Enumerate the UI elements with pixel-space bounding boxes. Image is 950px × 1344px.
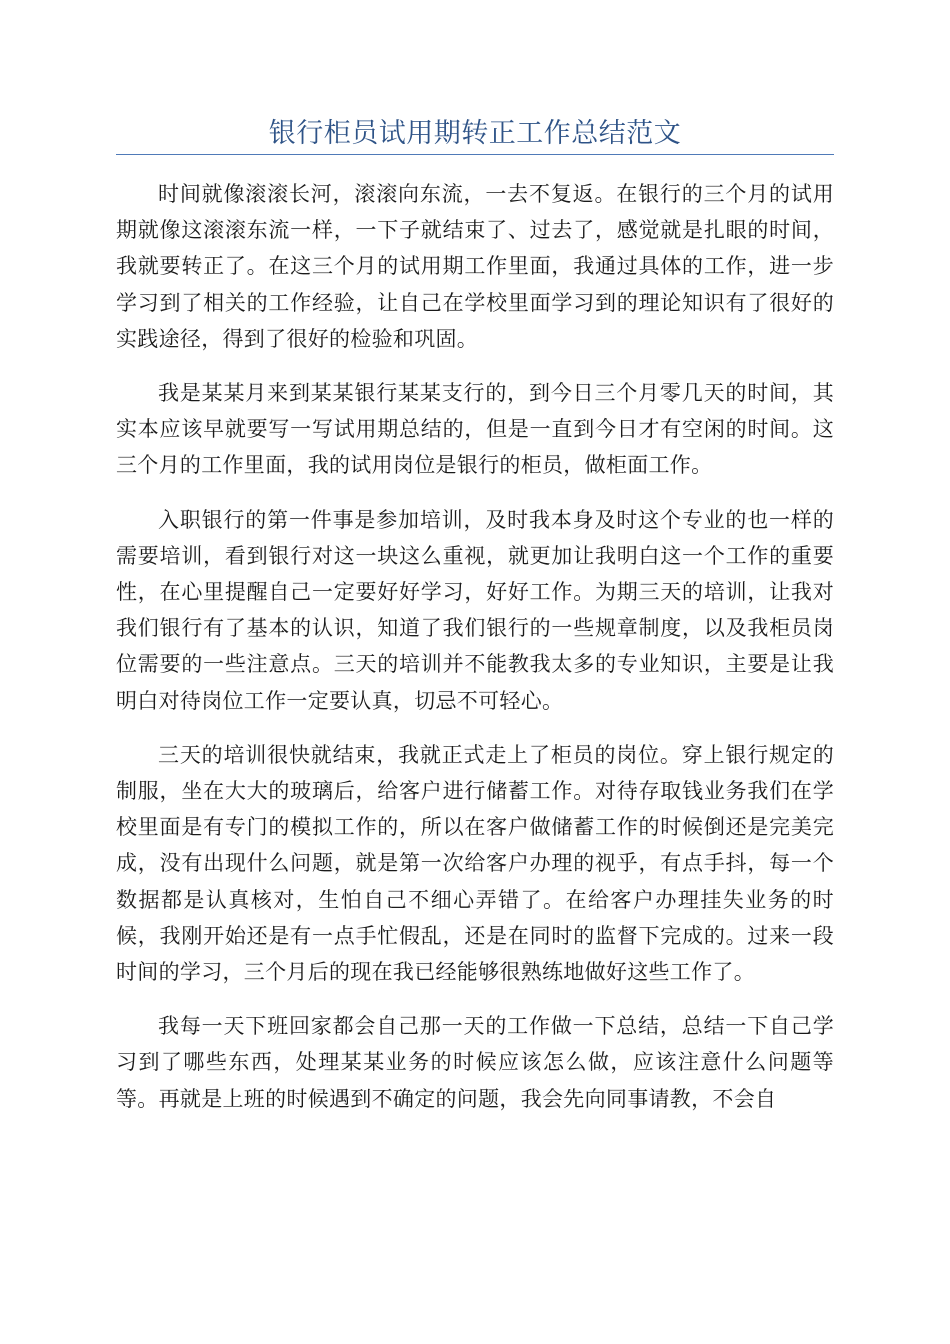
paragraph-5: 我每一天下班回家都会自己那一天的工作做一下总结，总结一下自己学习到了哪些东西，处理某某业务的时候应该怎么做，应该注意什么问题等等。再就是上班的时候遇到不确定的问题，我会先向同事请教，不会自 [116,1014,834,1111]
paragraph-1: 时间就像滚滚长河，滚滚向东流，一去不复返。在银行的三个月的试用期就像这滚滚东流一样，一下子就结束了、过去了，感觉就是扎眼的时间，我就要转正了。在这三个月的试用期工作里面，我通过具体的工作，进一步学习到了相关的工作经验，让自己在学校里面学习到的理论知识有了很好的实践途径，得到了很好的检验和巩固。 [116,182,834,351]
document-body [116,176,834,1135]
paragraph-2: 我是某某月来到某某银行某某支行的，到今日三个月零几天的时间，其实本应该早就要写一写试用期总结的，但是一直到今日才有空闲的时间。这三个月的工作里面，我的试用岗位是银行的柜员，做柜面工作。 [116,381,834,478]
title-underline [116,154,834,155]
paragraph-3: 入职银行的第一件事是参加培训，及时我本身及时这个专业的也一样的需要培训，看到银行对这一块这么重视，就更加让我明白这一个工作的重要性，在心里提醒自己一定要好好学习，好好工作。为期三天的培训，让我对我们银行有了基本的认识，知道了我们银行的一些规章制度，以及我柜员岗位需要的一些注意点。三天的培训并不能教我太多的专业知识，主要是让我明白对待岗位工作一定要认真，切忌不可轻心。 [116,507,834,713]
paragraph-4: 三天的培训很快就结束，我就正式走上了柜员的岗位。穿上银行规定的制服，坐在大大的玻璃后，给客户进行储蓄工作。对待存取钱业务我们在学校里面是有专门的模拟工作的，所以在客户做储蓄工作的时候倒还是完美完成，没有出现什么问题，就是第一次给客户办理的视乎，有点手抖，每一个数据都是认真核对，生怕自己不细心弄错了。在给客户办理挂失业务的时候，我刚开始还是有一点手忙假乱，还是在同时的监督下完成的。过来一段时间的学习，三个月后的现在我已经能够很熟练地做好这些工作了。 [116,742,834,985]
document-title: 银行柜员试用期转正工作总结范文 [268,118,682,149]
